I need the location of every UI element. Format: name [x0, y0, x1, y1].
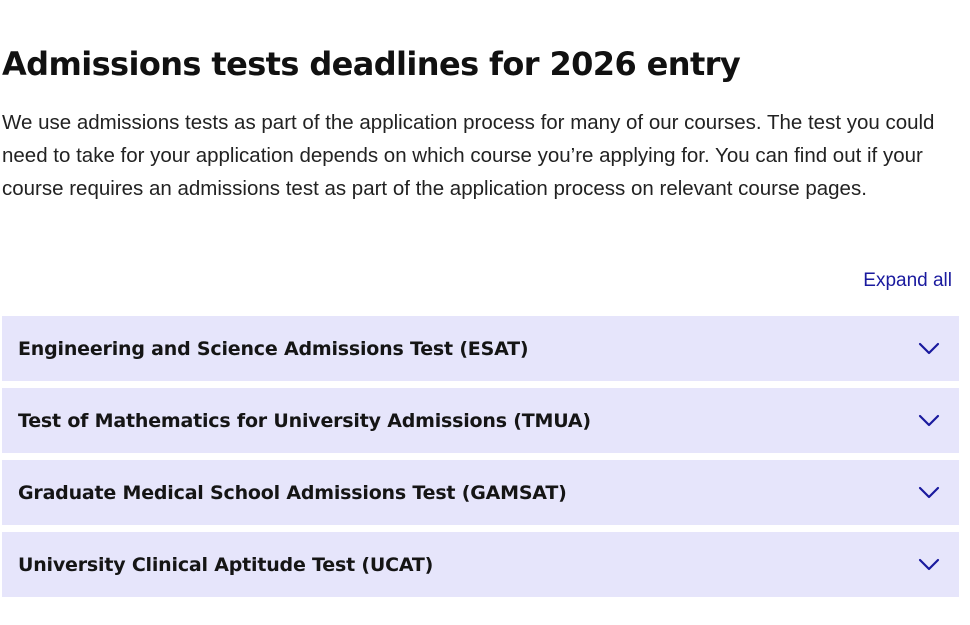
- accordion-item-label: Test of Mathematics for University Admissions (TMUA): [18, 409, 591, 432]
- accordion-item-tmua[interactable]: [2, 388, 959, 453]
- chevron-down-icon[interactable]: [917, 337, 941, 361]
- accordion-item-ucat[interactable]: [2, 532, 959, 597]
- chevron-down-icon[interactable]: [917, 553, 941, 577]
- accordion-item-esat[interactable]: [2, 316, 959, 381]
- accordion: [2, 316, 959, 597]
- page-title: Admissions tests deadlines for 2026 entry: [2, 45, 741, 83]
- expand-all-link[interactable]: Expand all: [863, 270, 952, 291]
- accordion-item-label: University Clinical Aptitude Test (UCAT): [18, 553, 434, 576]
- accordion-item-gamsat[interactable]: [2, 460, 959, 525]
- accordion-item-label: Graduate Medical School Admissions Test (GAMSAT): [18, 481, 567, 504]
- accordion-item-label: Engineering and Science Admissions Test (ESAT): [18, 337, 529, 360]
- intro-paragraph: We use admissions tests as part of the application process for many of our courses. The test you could need to take for your application depends on which course you’re applying for. You can find out if your course requires an admissions test as part of the application process on relevant course pages.: [2, 111, 935, 200]
- chevron-down-icon[interactable]: [917, 481, 941, 505]
- chevron-down-icon[interactable]: [917, 409, 941, 433]
